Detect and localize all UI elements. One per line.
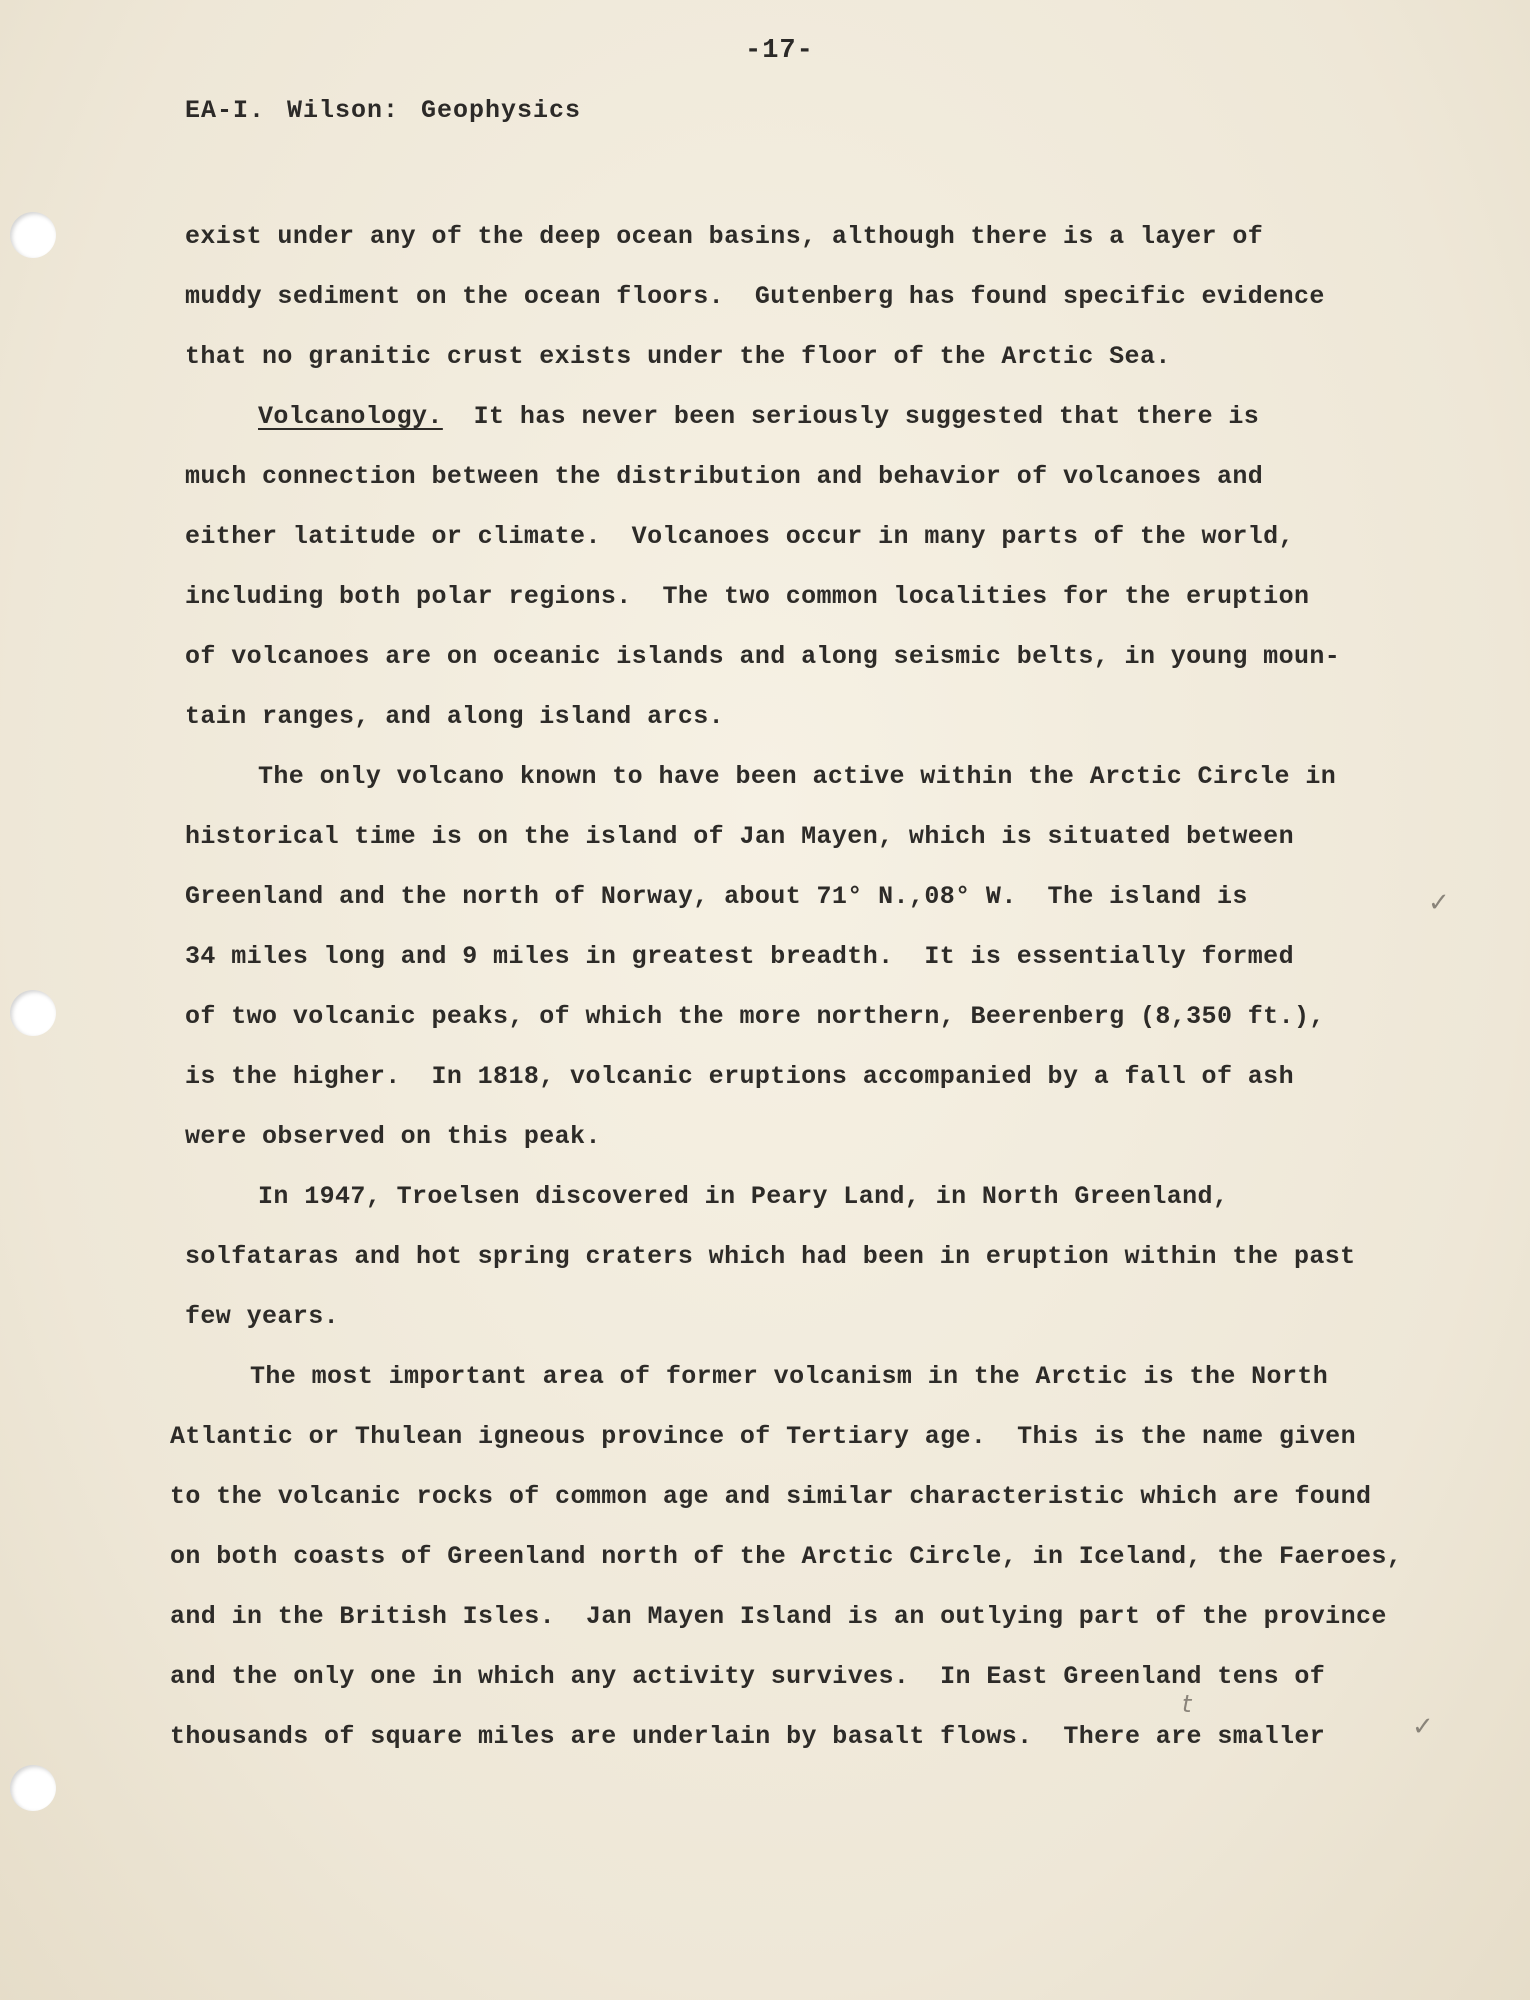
text-line [185, 1302, 339, 1331]
text-line [170, 1602, 1387, 1631]
text-line [185, 1062, 1294, 1091]
line-text: thousands of square miles are underlain by basalt flows. There are smaller [170, 1722, 1326, 1751]
text-line [258, 1182, 1228, 1211]
line-text: including both polar regions. The two common localities for the eruption [185, 582, 1310, 611]
punch-hole-bottom [10, 1765, 56, 1811]
line-text: and the only one in which any activity survives. In East Greenland tens of [170, 1662, 1326, 1691]
line-text: historical time is on the island of Jan Mayen, which is situated between [185, 822, 1294, 851]
line-text: tain ranges, and along island arcs. [185, 702, 725, 731]
punch-hole-middle [10, 990, 56, 1036]
line-text: to the volcanic rocks of common age and similar characteristic which are found [170, 1482, 1372, 1511]
line-text: Greenland and the north of Norway, about 71° N.,08° W. The island is [185, 882, 1248, 911]
text-line [185, 702, 724, 731]
text-line [258, 762, 1336, 791]
text-line [185, 642, 1340, 671]
line-text: solfataras and hot spring craters which had been in eruption within the past [185, 1242, 1356, 1271]
margin-check-mark: ✓ [1428, 888, 1450, 918]
line-text: much connection between the distribution and behavior of volcanoes and [185, 462, 1264, 491]
text-line [185, 582, 1309, 611]
text-line [185, 342, 1171, 371]
text-line [258, 402, 1259, 431]
line-text: were observed on this peak. [185, 1122, 601, 1151]
text-line [185, 822, 1294, 851]
line-text: of volcanoes are on oceanic islands and along seismic belts, in young moun- [185, 642, 1341, 671]
text-line [170, 1722, 1325, 1751]
section-heading: Volcanology. [258, 402, 443, 431]
line-text: It has never been seriously suggested that there is [442, 402, 1260, 431]
margin-check-mark: ✓ [1412, 1712, 1434, 1742]
line-text: The most important area of former volcanism in the Arctic is the North [250, 1362, 1329, 1391]
line-text: muddy sediment on the ocean floors. Gutenberg has found specific evidence [185, 282, 1325, 311]
text-line [170, 1482, 1371, 1511]
text-line [185, 282, 1325, 311]
line-text: and in the British Isles. Jan Mayen Island is an outlying part of the province [170, 1602, 1387, 1631]
line-text: on both coasts of Greenland north of the Arctic Circle, in Iceland, the Faeroes, [170, 1542, 1403, 1571]
text-line [170, 1542, 1402, 1571]
document-header: EA-I. Wilson: Geophysics [185, 96, 582, 125]
line-text: In 1947, Troelsen discovered in Peary Land, in North Greenland, [258, 1182, 1229, 1211]
text-line [185, 942, 1294, 971]
text-line [185, 1002, 1325, 1031]
line-text: of two volcanic peaks, of which the more northern, Beerenberg (8,350 ft.), [185, 1002, 1325, 1031]
line-text: is the higher. In 1818, volcanic eruptions accompanied by a fall of ash [185, 1062, 1294, 1091]
text-line [185, 882, 1248, 911]
line-text: 34 miles long and 9 miles in greatest breadth. It is essentially formed [185, 942, 1294, 971]
text-line [185, 222, 1263, 251]
text-line [170, 1422, 1356, 1451]
text-line [185, 1122, 601, 1151]
line-text: The only volcano known to have been active within the Arctic Circle in [258, 762, 1337, 791]
line-text: exist under any of the deep ocean basins, although there is a layer of [185, 222, 1264, 251]
line-text: Atlantic or Thulean igneous province of Tertiary age. This is the name given [170, 1422, 1356, 1451]
text-line [250, 1362, 1328, 1391]
punch-hole-top [10, 212, 56, 258]
line-text: few years. [185, 1302, 340, 1331]
text-line [185, 522, 1294, 551]
line-text: that no granitic crust exists under the floor of the Arctic Sea. [185, 342, 1171, 371]
text-line [170, 1662, 1325, 1691]
handwritten-correction: t [1182, 1690, 1192, 1718]
line-text: either latitude or climate. Volcanoes occur in many parts of the world, [185, 522, 1294, 551]
text-line [185, 462, 1263, 491]
page-number: -17- [745, 36, 814, 66]
text-line [185, 1242, 1356, 1271]
